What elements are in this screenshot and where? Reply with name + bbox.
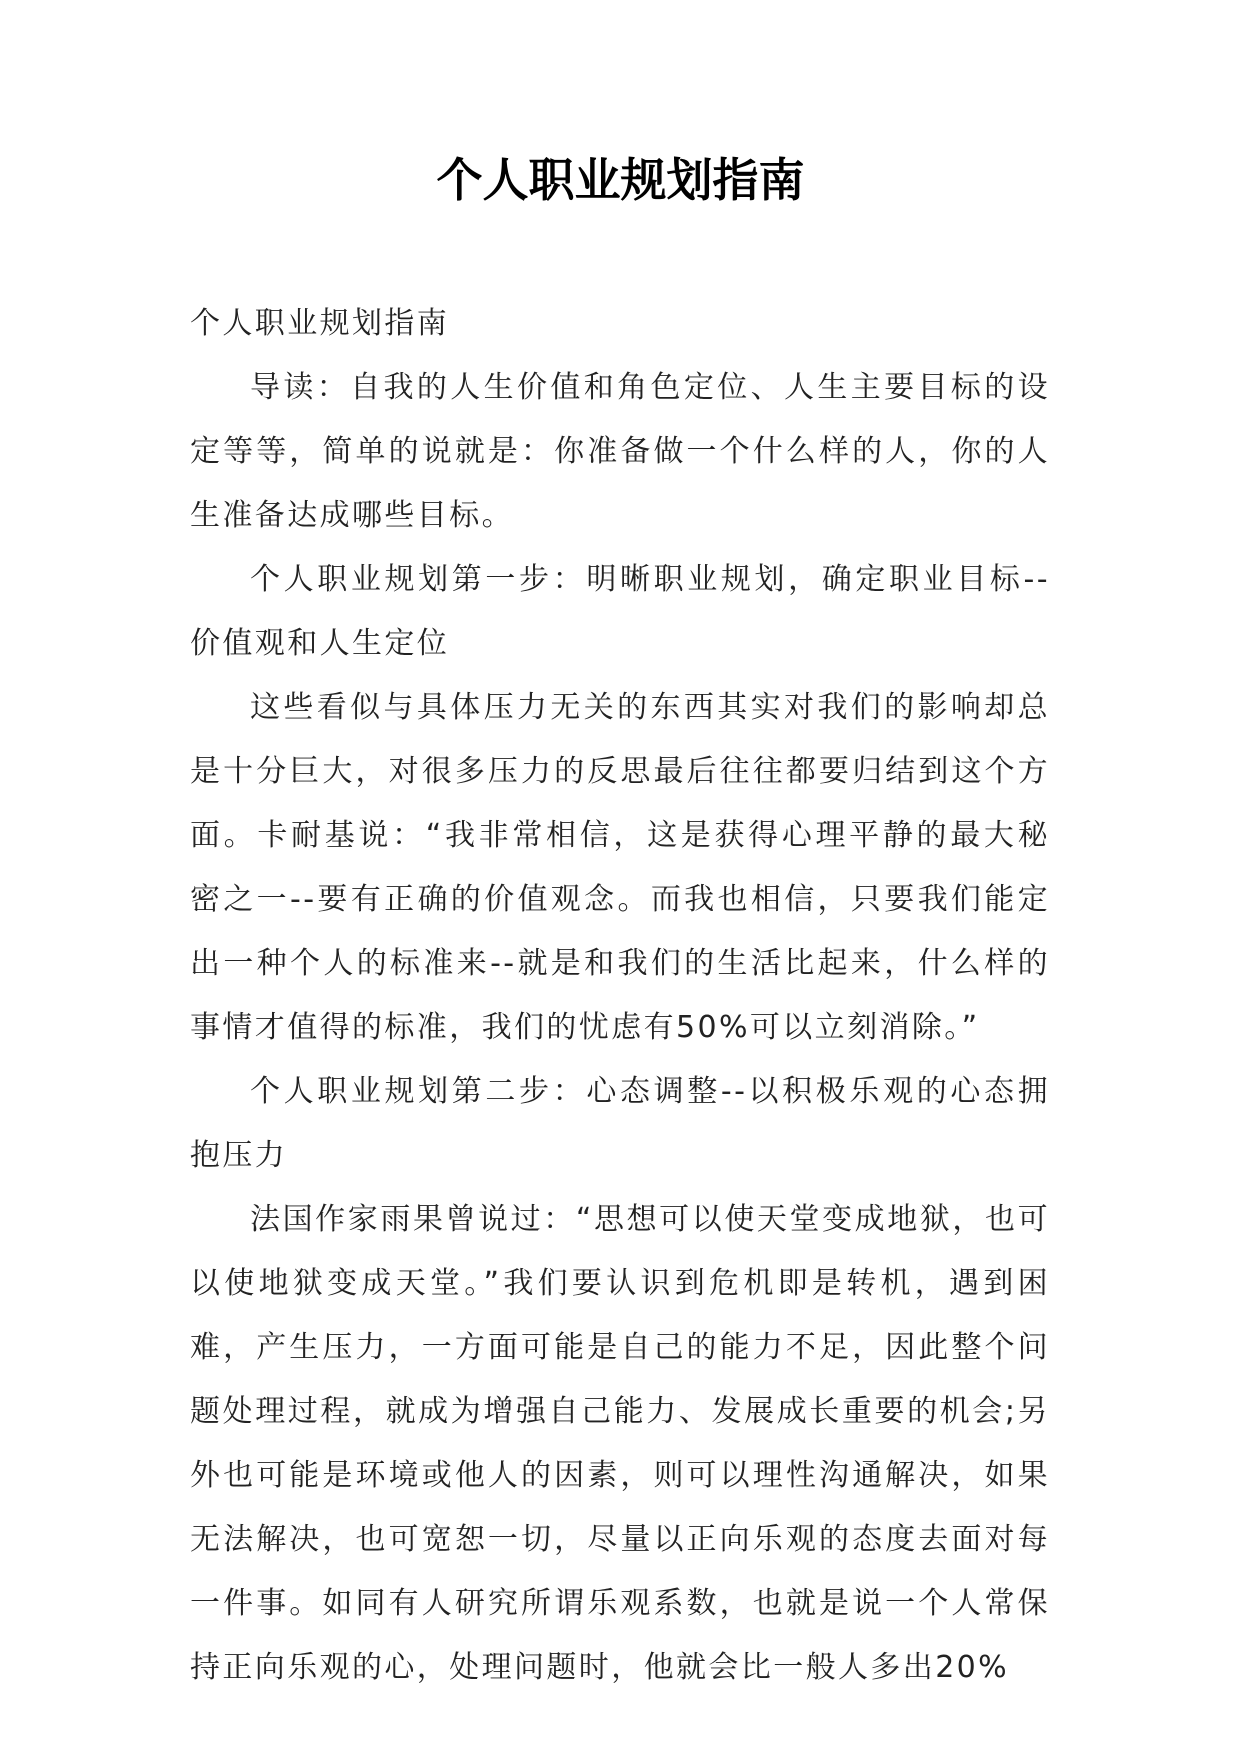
paragraph-step-one-body: 这些看似与具体压力无关的东西其实对我们的影响却总是十分巨大，对很多压力的反思最后往往都要归结到这个方面。卡耐基说：“我非常相信，这是获得心理平静的最大秘密之一--要有正确的价值观念。而我也相信，只要我们能定出一种个人的标准来--就是和我们的生活比起来，什么样的事情才值得的标准，我们的忧虑有50%可以立刻消除。” — [190, 690, 1050, 1045]
document-body — [190, 292, 1050, 1700]
paragraph-step-two-heading: 个人职业规划第二步：心态调整--以积极乐观的心态拥抱压力 — [190, 1074, 1050, 1173]
document-title: 个人职业规划指南 — [436, 153, 805, 207]
paragraph-intro: 导读：自我的人生价值和角色定位、人生主要目标的设定等等，简单的说就是：你准备做一个什么样的人，你的人生准备达成哪些目标。 — [190, 370, 1050, 533]
paragraph-step-two-body: 法国作家雨果曾说过：“思想可以使天堂变成地狱，也可以使地狱变成天堂。”我们要认识到危机即是转机，遇到困难，产生压力，一方面可能是自己的能力不足，因此整个问题处理过程，就成为增强自己能力、发展成长重要的机会;另外也可能是环境或他人的因素，则可以理性沟通解决，如果无法解决，也可宽恕一切，尽量以正向乐观的态度去面对每一件事。如同有人研究所谓乐观系数，也就是说一个人常保持正向乐观的心，处理问题时，他就会比一般人多出20% — [190, 1202, 1050, 1685]
paragraph-heading: 个人职业规划指南 — [190, 306, 450, 341]
paragraph-step-one-heading: 个人职业规划第一步：明晰职业规划，确定职业目标--价值观和人生定位 — [190, 562, 1050, 661]
